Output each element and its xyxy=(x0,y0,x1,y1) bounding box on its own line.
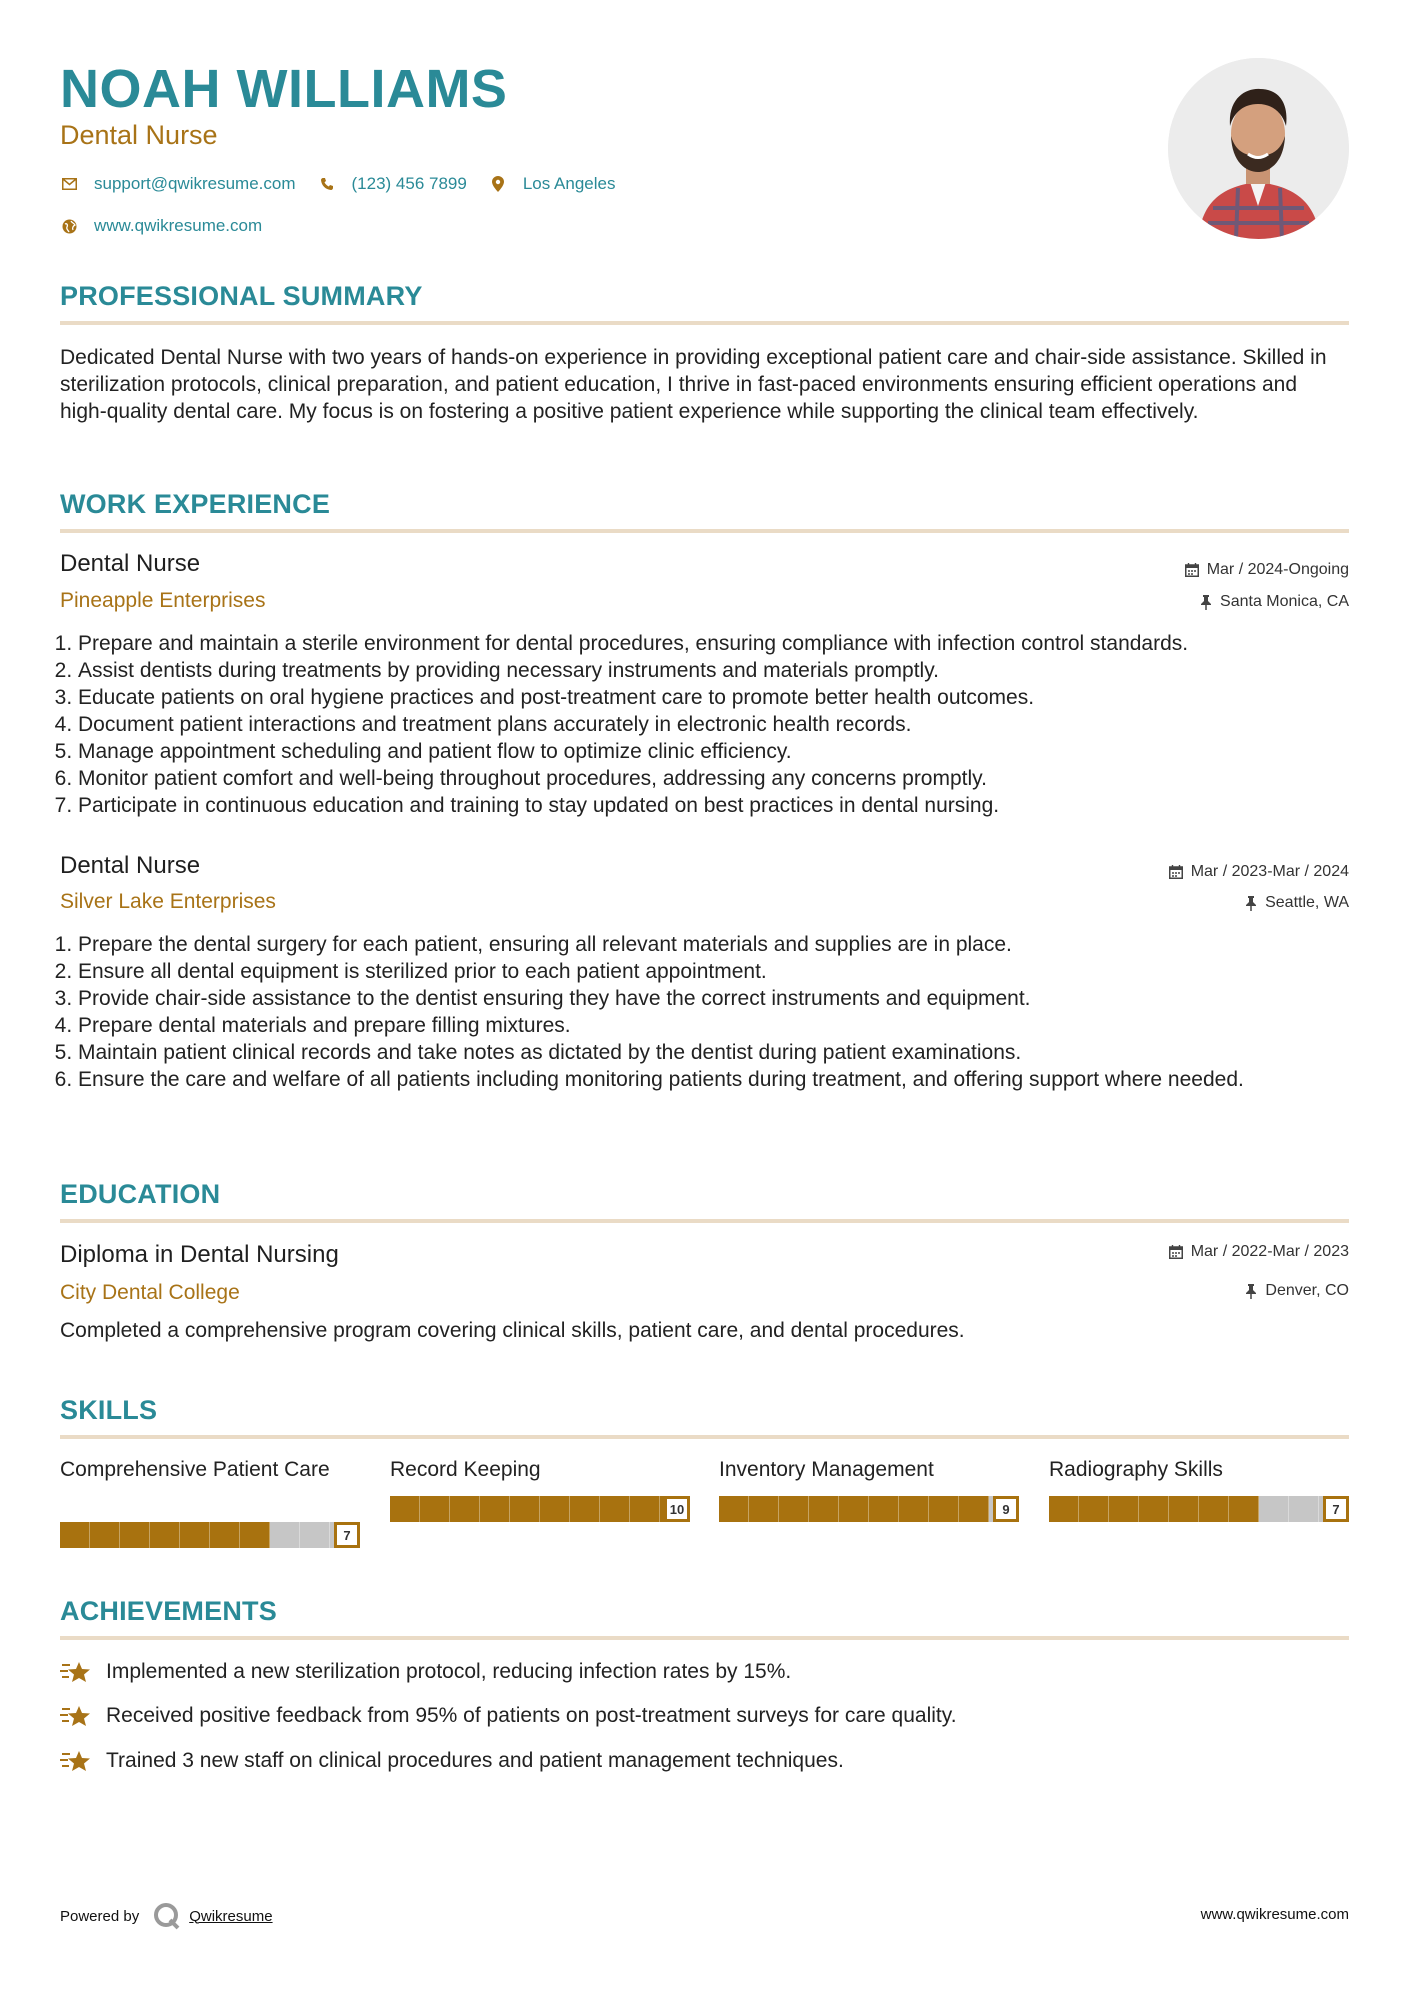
list-item: 3. Provide chair-side assistance to the dentist ensuring they have the correct instruments and equipment. xyxy=(78,985,1367,1012)
email-link[interactable]: support@qwikresume.com xyxy=(94,174,296,193)
education-heading: EDUCATION xyxy=(60,1179,221,1209)
education-divider xyxy=(60,1219,1349,1223)
skill-bar-segment xyxy=(60,1522,90,1548)
contact-row-primary xyxy=(60,174,637,194)
powered-by-label: Powered by xyxy=(60,1907,140,1925)
skill-bar-segment xyxy=(420,1496,450,1522)
achievement-text: Implemented a new sterilization protocol, reducing infection rates by 15%. xyxy=(106,1660,792,1683)
skill-bar-segment xyxy=(90,1522,120,1548)
skill-item xyxy=(60,1456,360,1483)
skill-bar-segment xyxy=(600,1496,630,1522)
achievement-text: Received positive feedback from 95% of patients on post-treatment surveys for care quality. xyxy=(106,1704,957,1727)
achievement-text: Trained 3 new staff on clinical procedures and patient management techniques. xyxy=(106,1749,844,1772)
experience-heading: WORK EXPERIENCE xyxy=(60,489,331,519)
skills-divider xyxy=(60,1435,1349,1439)
skills-heading: SKILLS xyxy=(60,1395,158,1425)
skill-item xyxy=(719,1456,1019,1483)
candidate-name: NOAH WILLIAMS xyxy=(60,59,508,119)
degree-title: Diploma in Dental Nursing xyxy=(60,1241,339,1268)
skill-level-badge: 7 xyxy=(1323,1496,1349,1522)
pushpin-icon xyxy=(1245,896,1257,911)
education-location-text: Denver, CO xyxy=(1265,1282,1349,1299)
education-dates-text: Mar / 2022-Mar / 2023 xyxy=(1190,1243,1349,1260)
job-title: Dental Nurse xyxy=(60,550,201,577)
skill-bar-segment xyxy=(480,1496,510,1522)
skill-name: Inventory Management xyxy=(719,1458,934,1481)
list-item: 1. Prepare and maintain a sterile environment for dental procedures, ensuring compliance with infection control standards. xyxy=(78,630,1367,657)
calendar-icon xyxy=(1169,1245,1183,1259)
skill-bar-segment xyxy=(630,1496,660,1522)
education-dates xyxy=(1169,1243,1349,1261)
location-text: Los Angeles xyxy=(522,174,616,193)
skill-item xyxy=(390,1456,690,1483)
job-responsibilities xyxy=(60,931,1367,1093)
skill-bar-segment xyxy=(1049,1496,1079,1522)
job-dates-text: Mar / 2023-Mar / 2024 xyxy=(1190,863,1349,880)
list-item: 3. Educate patients on oral hygiene practices and post-treatment care to promote better health outcomes. xyxy=(78,684,1367,711)
skill-bar-segment xyxy=(1109,1496,1139,1522)
school-name: City Dental College xyxy=(60,1281,240,1304)
education-description: Completed a comprehensive program covering clinical skills, patient care, and dental procedures. xyxy=(60,1319,965,1342)
job-responsibilities xyxy=(60,630,1367,819)
experience-divider xyxy=(60,529,1349,533)
skill-level-badge: 7 xyxy=(334,1522,360,1548)
achievement-item xyxy=(60,1659,791,1685)
skill-bar-segment xyxy=(959,1496,989,1522)
skill-bar-segment xyxy=(180,1522,210,1548)
job-title: Dental Nurse xyxy=(60,852,201,879)
calendar-icon xyxy=(1169,865,1183,879)
skill-bar-segment xyxy=(390,1496,420,1522)
list-item: 2. Assist dentists during treatments by providing necessary instruments and materials promptly. xyxy=(78,657,1367,684)
profile-photo xyxy=(1168,58,1349,239)
pushpin-icon xyxy=(1245,1284,1257,1299)
skill-level-badge: 9 xyxy=(993,1496,1019,1522)
skill-bar-segment xyxy=(540,1496,570,1522)
skill-bar-segment xyxy=(510,1496,540,1522)
skill-bar-segment xyxy=(809,1496,839,1522)
globe-icon xyxy=(60,217,78,235)
skill-bar-segment xyxy=(749,1496,779,1522)
skill-bar-segment xyxy=(869,1496,899,1522)
job-location xyxy=(1200,593,1349,611)
pushpin-icon xyxy=(1200,595,1212,610)
list-item: 1. Prepare the dental surgery for each patient, ensuring all relevant materials and supplies are in place. xyxy=(78,931,1367,958)
candidate-title: Dental Nurse xyxy=(60,120,218,150)
list-item: 5. Maintain patient clinical records and take notes as dictated by the dentist during patient examinations. xyxy=(78,1039,1367,1066)
qwikresume-link[interactable]: Qwikresume xyxy=(189,1907,273,1925)
star-badge-icon xyxy=(60,1703,92,1729)
skill-bar-segment xyxy=(779,1496,809,1522)
list-item: 5. Manage appointment scheduling and patient flow to optimize clinic efficiency. xyxy=(78,738,1367,765)
job-dates xyxy=(1185,561,1349,579)
job-dates xyxy=(1169,863,1349,881)
skill-bar-segment xyxy=(1289,1496,1319,1522)
skill-name: Radiography Skills xyxy=(1049,1458,1223,1481)
skill-bar-segment xyxy=(1139,1496,1169,1522)
company-name: Pineapple Enterprises xyxy=(60,589,266,612)
calendar-icon xyxy=(1185,563,1199,577)
skill-bar-segment xyxy=(570,1496,600,1522)
skill-bar xyxy=(719,1496,1019,1522)
skill-item xyxy=(1049,1456,1349,1483)
phone-number[interactable]: (123) 456 7899 xyxy=(351,174,467,193)
footer-website[interactable]: www.qwikresume.com xyxy=(1200,1906,1349,1923)
skill-bar xyxy=(390,1496,690,1522)
achievement-item xyxy=(60,1748,844,1774)
skill-bar-segment xyxy=(899,1496,929,1522)
map-pin-icon xyxy=(489,175,507,193)
skill-bar-segment xyxy=(839,1496,869,1522)
skill-bar-segment xyxy=(1259,1496,1289,1522)
skill-name: Comprehensive Patient Care xyxy=(60,1458,330,1481)
job-location-text: Santa Monica, CA xyxy=(1220,593,1349,610)
skill-bar-segment xyxy=(120,1522,150,1548)
phone-icon xyxy=(318,175,336,193)
website-link[interactable]: www.qwikresume.com xyxy=(94,216,263,235)
skill-bar-segment xyxy=(150,1522,180,1548)
skill-bar-segment xyxy=(1169,1496,1199,1522)
skill-bar-segment xyxy=(1199,1496,1229,1522)
list-item: 2. Ensure all dental equipment is sterilized prior to each patient appointment. xyxy=(78,958,1367,985)
skill-bar-segment xyxy=(450,1496,480,1522)
envelope-icon xyxy=(60,175,78,193)
skill-bar-segment xyxy=(240,1522,270,1548)
resume-page xyxy=(60,0,1349,1990)
skill-bar xyxy=(60,1522,360,1548)
skill-level-badge: 10 xyxy=(664,1496,690,1522)
list-item: 4. Prepare dental materials and prepare filling mixtures. xyxy=(78,1012,1367,1039)
qwikresume-logo-icon xyxy=(153,1902,181,1930)
company-name: Silver Lake Enterprises xyxy=(60,890,276,913)
achievement-item xyxy=(60,1703,957,1729)
skill-bar-segment xyxy=(1079,1496,1109,1522)
summary-divider xyxy=(60,321,1349,325)
summary-heading: PROFESSIONAL SUMMARY xyxy=(60,281,423,311)
skill-bar-segment xyxy=(210,1522,240,1548)
job-location xyxy=(1245,894,1349,912)
footer-powered-by xyxy=(60,1902,273,1930)
job-dates-text: Mar / 2024-Ongoing xyxy=(1206,561,1349,578)
education-location xyxy=(1245,1282,1349,1300)
skill-bar xyxy=(1049,1496,1349,1522)
star-badge-icon xyxy=(60,1659,92,1685)
skill-name: Record Keeping xyxy=(390,1458,541,1481)
skill-bar-segment xyxy=(929,1496,959,1522)
achievements-divider xyxy=(60,1636,1349,1640)
skill-bar-segment xyxy=(270,1522,300,1548)
list-item: 6. Monitor patient comfort and well-being throughout procedures, addressing any concerns promptly. xyxy=(78,765,1367,792)
contact-row-secondary xyxy=(60,216,284,236)
skill-bar-segment xyxy=(1229,1496,1259,1522)
skill-bar-segment xyxy=(719,1496,749,1522)
job-location-text: Seattle, WA xyxy=(1265,894,1349,911)
list-item: 7. Participate in continuous education and training to stay updated on best practices in dental nursing. xyxy=(78,792,1367,819)
achievements-heading: ACHIEVEMENTS xyxy=(60,1596,277,1626)
list-item: 6. Ensure the care and welfare of all patients including monitoring patients during treatment, and offering support where needed. xyxy=(78,1066,1367,1093)
star-badge-icon xyxy=(60,1748,92,1774)
list-item: 4. Document patient interactions and treatment plans accurately in electronic health records. xyxy=(78,711,1367,738)
summary-text: Dedicated Dental Nurse with two years of hands-on experience in providing exceptional patient care and chair-side assistance. Skilled in sterilization protocols, clinical preparation, and patient education, I thrive in fast-paced environments ensuring efficient operations and high-quality dental care. My focus is on fostering a positive patient experience while supporting the clinical team effectively. xyxy=(60,346,1327,423)
skill-bar-segment xyxy=(300,1522,330,1548)
